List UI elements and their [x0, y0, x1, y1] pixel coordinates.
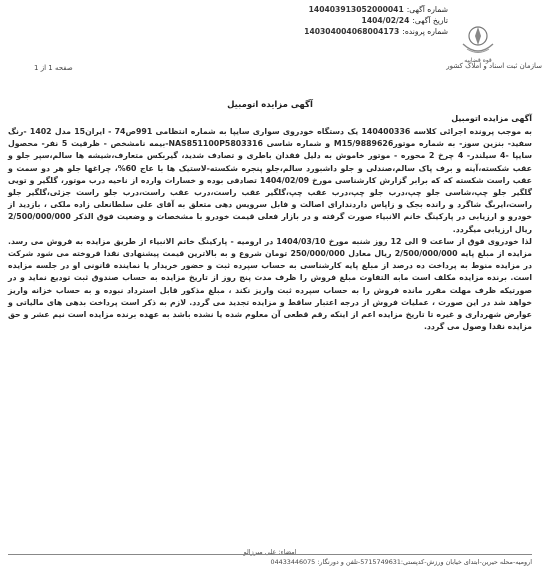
document-title: آگهی مزایده اتومبیل: [227, 100, 313, 110]
vehicle-description-paragraph: به موجب پرونده اجرائی کلاسه 140400336 یک دستگاه خودروی سواری سایپا به شماره انتظامی 991ص74 - ایران15 مدل 1402 -رنگ سفید- بنزین سوز- به شماره موتورM15/9889626 و شماره شاسی NAS851100P5803316-بیمه نامشخص - ظرفیت 5 نفر- محصول سایپا -4 سیلندر- 4 چرخ 2 محوره - موتور خاموش به دلیل فقدان باطری و تصادف شدید، گیربکس متعارف،شیشه ها سالم،سپر جلو و عقب شکسته،آینه و برف پاک سالم،صندلی و جلو داشبورد سالم،جلو پنجره شکسته-لاستیک ها با عاج 60%، چراغها جلو هر دو سمت و عقب راست شکسته که که برابر گزارش کارشناسی مورخ 1404/02/09 تصادفی بوده و خسارات وارده از ناحیه درب موتور، گلگیر و تویی گلگیر جلو چپ،شاسی جلو چپ،درب جلو چپ،درب عقب چپ،گلگیر عقب راست،درب عقب راست،درب جلو راست جزئی،گلگیر جلو راست،ایربگ شاگرد و رانده بجک و زاپاس داردندارای اصالت و فابل سرویس دهی متعلق به آقای علی سلطانعلی زاده ملکی ، بازدید از خودرو و ارزیابی در پارکینگ خانم الانبیاء صورت گرفته و در بازار فعلی قیمت خودرو با مشخصات و وضعیت فوق الذکر 2/500/000/000 ریال ارزیابی میگردد.: [8, 127, 532, 234]
file-number-label: شماره پرونده:: [402, 27, 448, 36]
footer-address: ارومیه-محله حیرین-ابتدای خیابان ورزش-کدپستی:5715749631-تلفن و دورنگار: 04433446075: [270, 558, 532, 566]
emblem-icon: [453, 22, 503, 64]
ad-date-row: [258, 15, 448, 26]
ad-date: 1404/02/24: [361, 16, 410, 25]
ad-number: 140403913052000041: [308, 5, 404, 14]
signature: امضاء: علی میرزالو: [243, 548, 297, 556]
ad-number-row: [258, 4, 448, 15]
page-indicator: صفحه 1 از 1: [34, 64, 73, 72]
file-number: 140304004068004173: [304, 27, 400, 36]
notice-body: [8, 126, 532, 333]
auction-terms-paragraph: لذا خودروی فوق از ساعت 9 الی 12 روز شنبه مورخ 1404/03/10 در ارومیه - پارکینگ خاتم الانبیاء از طریق مزایده به فروش می رسد. مزایده از مبلغ پایه 2/500/000/000 ریال معادل 250/000/000 تومان شروع و به بالاترین قیمت پیشنهادی نقدا فروخته می شود شرکت در مزایده منوط به پرداخت ده درصد از مبلغ پایه کارشناسی به حساب سپرده ثبت و حضور خریدار یا نماینده قانونی او در جلسه مزایده است. برنده مزایده مکلف است مابه التفاوت مبلغ فروش را ظرف مدت پنج روز از تاریخ مزایده به حساب صندوق ثبت تودیع نماید و در صورتیکه ظرف مهلت مقرر مانده فروش را به حساب سپرده ثبت واریز نکند ، مبلغ مذکور قابل استرداد نبوده و به حساب خزانه واریز خواهد شد در این صورت ، عملیات فروش از درجه اعتبار ساقط و مزایده تجدید می گردد. لازم به ذکر است پرداخت بدهی های مالیاتی و عوارض شهرداری و غیره تا تاریخ مزایده اعم از اینکه رقم قطعی آن معلوم شده یا نشده باشد به عهده برنده مزایده است نیم عشر و حق مزایده نقدا وصول می گردد.: [8, 236, 533, 332]
organization-name: سازمان ثبت اسناد و املاک کشور: [446, 62, 542, 70]
emblem-caption: قوه قضاییه: [464, 57, 492, 64]
ad-date-label: تاریخ آگهی:: [412, 16, 448, 25]
footer-divider: [8, 554, 532, 555]
section-title: آگهی مزایده اتومبیل: [451, 114, 532, 123]
ad-metadata: [258, 4, 448, 37]
file-number-row: [258, 26, 448, 37]
ad-number-label: شماره آگهی:: [406, 5, 448, 14]
